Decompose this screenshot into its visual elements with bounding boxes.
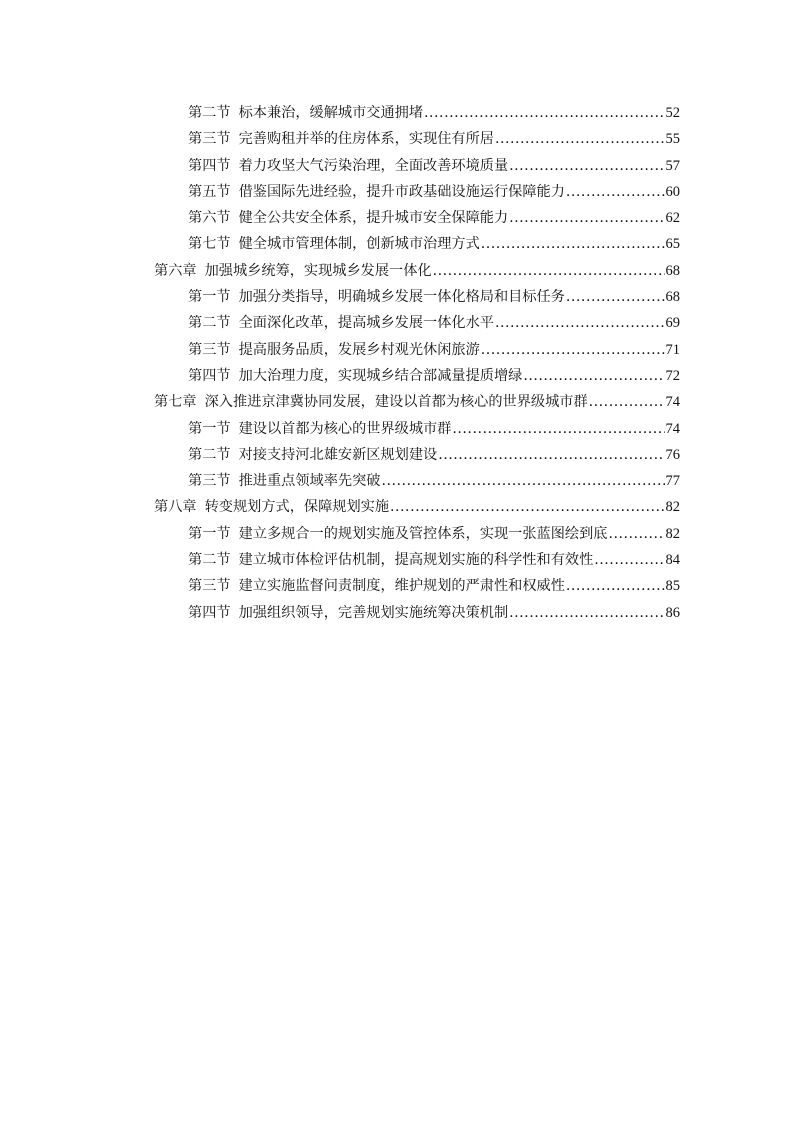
toc-entry-label [154,389,588,415]
toc-entry-label [188,205,508,231]
toc-entry-number: 第二节 [188,105,231,121]
toc-entry-label [188,126,494,152]
toc-page-number: 60 [665,183,680,200]
toc-entry-number: 第一节 [188,525,231,542]
toc-entry-label [188,284,565,310]
toc-entry-label [188,153,508,179]
toc-entry-title: 加强分类指导，明确城乡发展一体化格局和目标任务 [238,289,565,306]
toc-entry-number: 第六章 [154,262,197,279]
toc-entry-number: 第一节 [188,289,231,306]
toc-section-entry[interactable] [154,521,680,547]
toc-section-entry[interactable] [154,179,680,205]
toc-entry-number: 第二节 [188,446,231,463]
toc-section-entry[interactable] [154,547,680,573]
toc-entry-label [188,310,494,336]
toc-dot-leader [509,153,664,179]
toc-dot-leader [452,416,664,442]
toc-chapter-entry[interactable] [154,389,680,415]
toc-dot-leader [523,363,664,389]
toc-section-entry[interactable] [154,153,680,179]
toc-section-entry[interactable] [154,600,680,626]
toc-entry-title: 对接支持河北雄安新区规划建设 [238,446,438,463]
toc-dot-leader [608,521,664,547]
toc-entry-number: 第五节 [188,183,231,200]
toc-section-entry[interactable] [154,100,680,126]
toc-dot-leader [495,310,665,336]
toc-section-entry[interactable] [154,310,680,336]
toc-entry-title: 建设以首都为核心的世界级城市群 [238,420,452,437]
toc-entry-title: 加强城乡统筹，实现城乡发展一体化 [204,262,432,279]
toc-page-number: 82 [665,499,680,516]
toc-entry-number: 第三节 [188,341,231,358]
toc-entry-label [188,100,423,126]
toc-dot-leader [566,179,665,205]
toc-entry-number: 第二节 [188,552,231,569]
toc-section-entry[interactable] [154,337,680,363]
toc-chapter-entry[interactable] [154,258,680,284]
toc-entry-label [188,600,508,626]
toc-page-number: 76 [665,446,680,463]
toc-page-number: 85 [665,578,680,595]
toc-entry-title: 加强组织领导，完善规划实施统筹决策机制 [238,604,509,621]
toc-section-entry[interactable] [154,231,680,257]
toc-entry-number: 第八章 [154,499,197,516]
toc-dot-leader [566,573,665,599]
toc-page-number: 62 [665,210,680,227]
toc-entry-number: 第一节 [188,420,231,437]
toc-dot-leader [566,284,665,310]
toc-entry-title: 建立城市体检评估机制，提高规划实施的科学性和有效性 [238,552,594,569]
toc-dot-leader [594,547,664,573]
toc-entry-title: 标本兼治，缓解城市交通拥堵 [238,105,424,121]
toc-page-number: 69 [665,315,680,332]
table-of-contents [154,100,680,626]
toc-section-entry[interactable] [154,126,680,152]
toc-entry-label [188,337,480,363]
toc-entry-title: 建立多规合一的规划实施及管控体系，实现一张蓝图绘到底 [238,525,608,542]
toc-section-entry[interactable] [154,205,680,231]
toc-entry-label [154,258,432,284]
toc-entry-number: 第三节 [188,473,231,490]
toc-section-entry[interactable] [154,284,680,310]
toc-dot-leader [433,258,665,284]
toc-page-number: 74 [665,420,680,437]
toc-entry-label [188,547,593,573]
toc-page-number: 55 [665,131,680,148]
toc-section-entry[interactable] [154,442,680,468]
toc-entry-title: 推进重点领域率先突破 [238,473,381,490]
toc-page-number: 82 [665,525,680,542]
toc-entry-title: 健全城市管理体制，创新城市治理方式 [238,236,480,253]
toc-page-number: 57 [665,157,680,174]
toc-entry-label [188,231,480,257]
toc-entry-number: 第三节 [188,578,231,595]
toc-page-number: 68 [665,289,680,306]
toc-page-number: 74 [665,394,680,411]
toc-entry-label [188,416,451,442]
toc-entry-number: 第三节 [188,131,231,148]
toc-entry-label [188,442,437,468]
toc-entry-title: 加大治理力度，实现城乡结合部减量提质增绿 [238,367,523,384]
toc-entry-title: 建立实施监督问责制度，维护规划的严肃性和权威性 [238,578,565,595]
toc-entry-title: 健全公共安全体系，提升城市安全保障能力 [238,210,509,227]
toc-section-entry[interactable] [154,573,680,599]
toc-entry-title: 着力攻坚大气污染治理，全面改善环境质量 [238,157,509,174]
toc-entry-number: 第四节 [188,604,231,621]
toc-dot-leader [495,126,665,152]
toc-dot-leader [390,494,664,520]
toc-dot-leader [481,337,665,363]
toc-entry-label [188,363,522,389]
toc-page-number: 86 [665,604,680,621]
toc-section-entry[interactable] [154,363,680,389]
toc-entry-title: 提高服务品质，发展乡村观光休闲旅游 [238,341,480,358]
toc-entry-number: 第二节 [188,315,231,332]
toc-page-number: 72 [665,367,680,384]
toc-page-number: 68 [665,262,680,279]
toc-entry-label [154,494,389,520]
toc-dot-leader [481,231,665,257]
toc-dot-leader [381,468,664,494]
toc-dot-leader [509,205,664,231]
toc-entry-number: 第七节 [188,236,231,253]
toc-entry-label [188,179,565,205]
toc-entry-label [188,573,565,599]
toc-dot-leader [438,442,664,468]
toc-entry-number: 第六节 [188,210,231,227]
toc-page-number: 52 [665,105,680,121]
toc-section-entry[interactable] [154,416,680,442]
toc-entry-number: 第四节 [188,367,231,384]
toc-entry-number: 第四节 [188,157,231,174]
toc-entry-label [188,468,380,494]
toc-entry-number: 第七章 [154,394,197,411]
toc-entry-title: 借鉴国际先进经验，提升市政基础设施运行保障能力 [238,183,565,200]
toc-dot-leader [589,389,665,415]
toc-dot-leader [424,100,664,126]
toc-entry-label [188,521,607,547]
toc-entry-title: 全面深化改革，提高城乡发展一体化水平 [238,315,494,332]
toc-entry-title: 完善购租并举的住房体系，实现住有所居 [238,131,494,148]
toc-page-number: 77 [665,473,680,490]
toc-section-entry[interactable] [154,468,680,494]
toc-page-number: 71 [665,341,680,358]
toc-entry-title: 转变规划方式，保障规划实施 [204,499,390,516]
toc-page-number: 84 [665,552,680,569]
toc-entry-title: 深入推进京津冀协同发展，建设以首都为核心的世界级城市群 [204,394,588,411]
toc-page-number: 65 [665,236,680,253]
toc-dot-leader [509,600,664,626]
toc-chapter-entry[interactable] [154,494,680,520]
